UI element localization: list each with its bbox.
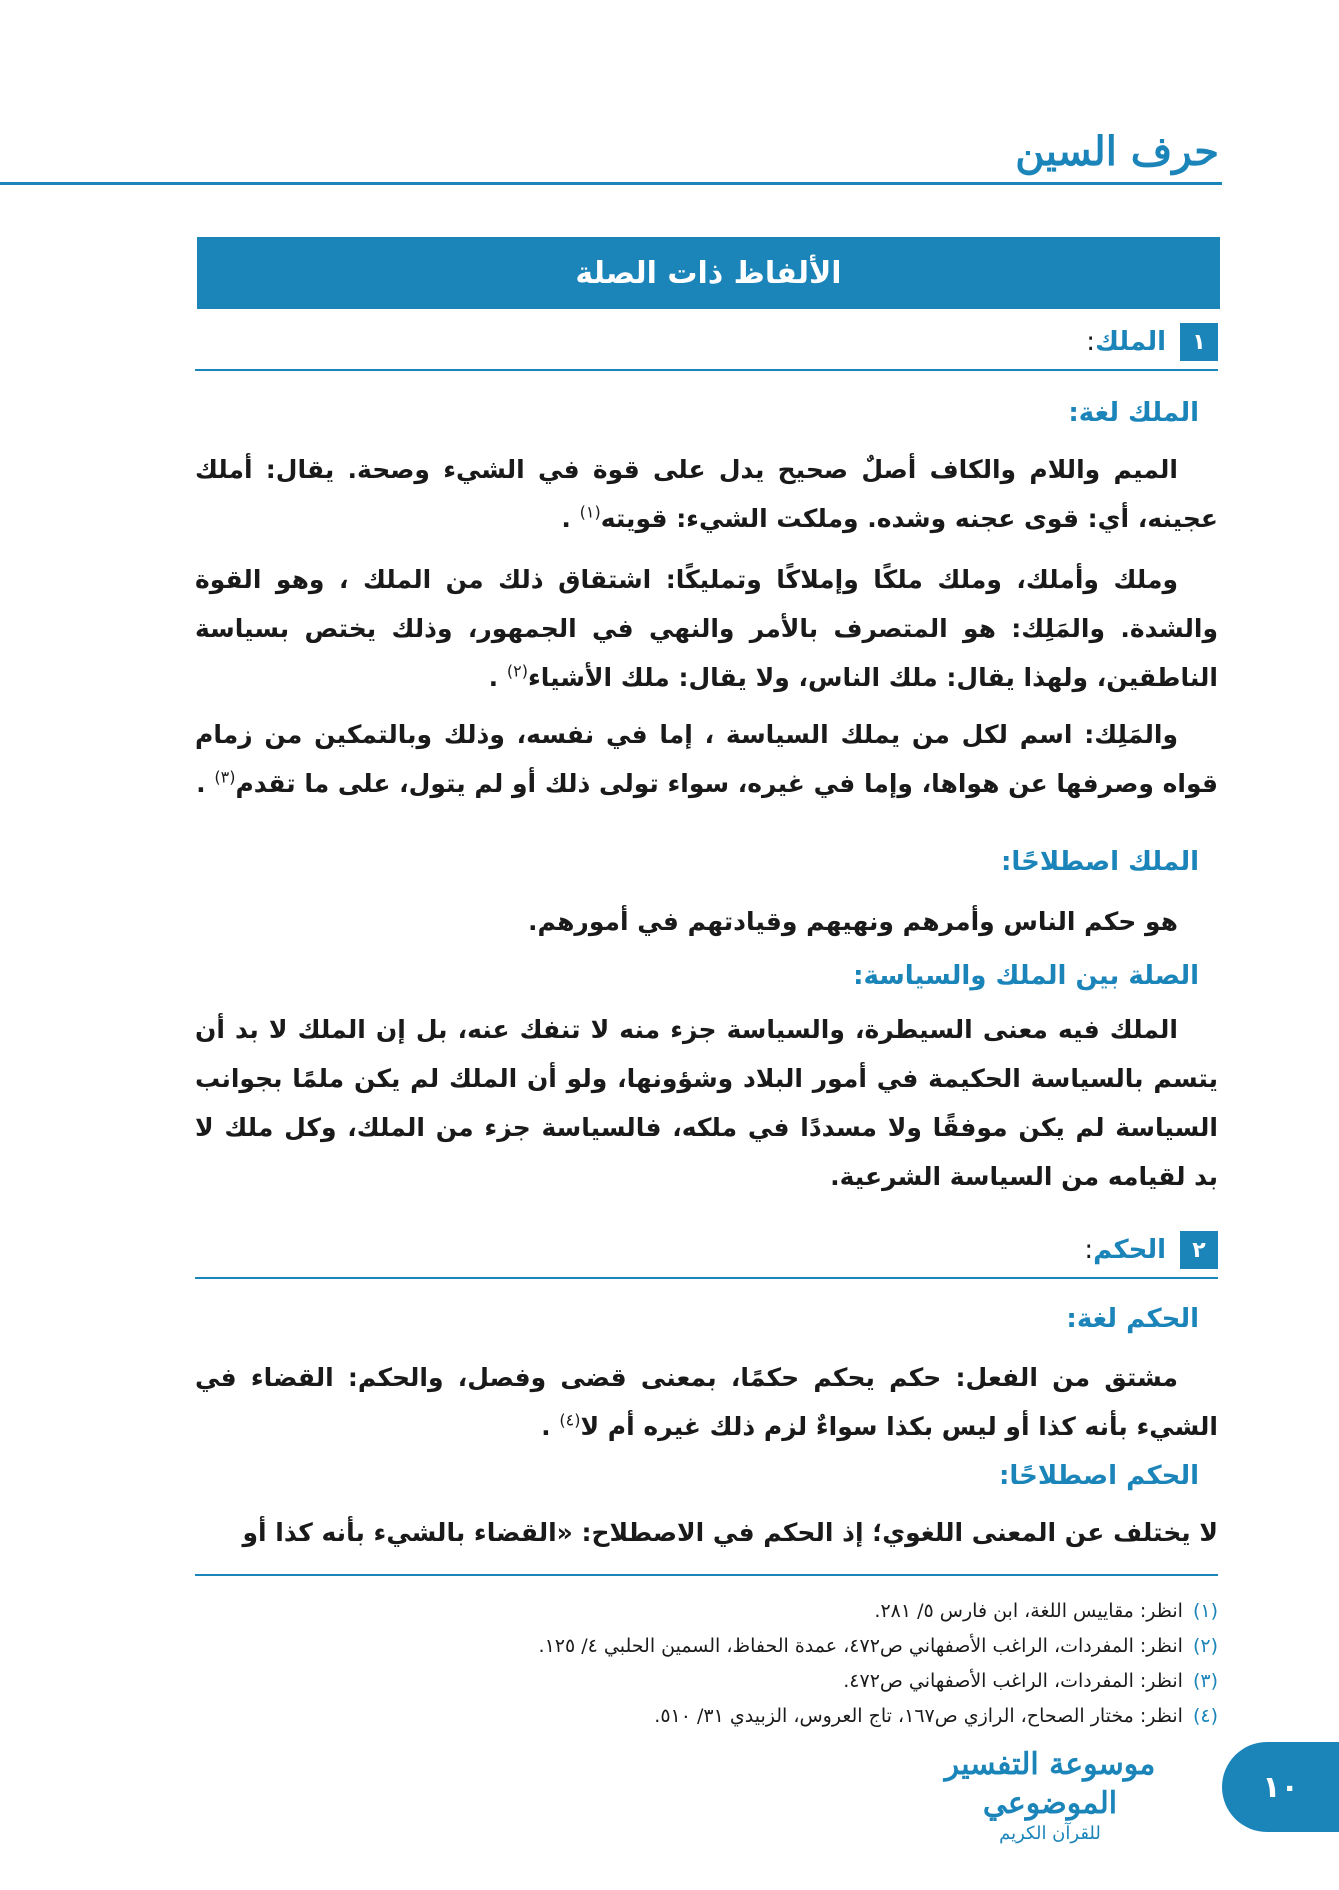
- term-heading-malik: [195, 323, 1218, 371]
- paragraph-malik-lugha-1: الميم واللام والكاف أصلٌ صحيح يدل على قوة في الشيء وصحة. يقال: أملك عجينه، أي: قوى عجنه وشده. وملكت الشيء: قويته$^{(١)}$ .: [195, 455, 1218, 533]
- term-label: الملك:: [1086, 327, 1166, 357]
- paragraph-malik-lugha-2: وملك وأملك، وملك ملكًا وإملاكًا وتمليكًا: اشتقاق ذلك من الملك ، وهو القوة والشدة. والمَلِك: هو المتصرف بالأمر والنهي في الجمهور، وذلك يختص بسياسة الناطقين، ولهذا يقال: ملك الناس، ولا يقال: ملك الأشياء$^{(٢)}$ .: [195, 565, 1218, 692]
- paragraph-hukm-lugha: مشتق من الفعل: حكم يحكم حكمًا، بمعنى قضى وفصل، والحكم: القضاء في الشيء بأنه كذا أو ليس بكذا سواءٌ لزم ذلك غيره أم لا$^{(٤)}$ .: [195, 1363, 1218, 1441]
- footnote-item: (١)انظر: مقاييس اللغة، ابن فارس ٥/ ٢٨١.: [874, 1600, 1218, 1622]
- footnote-item: (٣)انظر: المفردات، الراغب الأصفهاني ص٤٧٢.: [843, 1670, 1218, 1692]
- paragraph-hukm-istilah: لا يختلف عن المعنى اللغوي؛ إذ الحكم في الاصطلاح: «القضاء بالشيء بأنه كذا أو: [242, 1518, 1218, 1547]
- page-number-badge: ١٠: [1222, 1742, 1339, 1832]
- term-number-badge: ١: [1180, 323, 1218, 361]
- subheading-hukm-istilah: الحكم اصطلاحًا:: [999, 1461, 1199, 1491]
- footnotes-separator: [195, 1574, 1218, 1576]
- paragraph-malik-relation: الملك فيه معنى السيطرة، والسياسة جزء منه لا تنفك عنه، بل إن الملك لا بد أن يتسم بالسياسة الحكيمة في أمور البلاد وشؤونها، ولو أن الملك لم يكن ملمًا بجوانب السياسة لم يكن موفقًا ولا مسددًا في ملكه، فالسياسة جزء من الملك، وكل ملك لا بد لقيامه من السياسة الشرعية.: [195, 1015, 1218, 1191]
- footnote-ref-4[interactable]: (٤): [559, 1410, 581, 1430]
- subheading-malik-lugha: الملك لغة:: [1068, 398, 1199, 428]
- subheading-hukm-lugha: الحكم لغة:: [1066, 1304, 1199, 1334]
- term-number-badge: ٢: [1180, 1231, 1218, 1269]
- subheading-malik-istilah: الملك اصطلاحًا:: [1001, 847, 1199, 877]
- term-heading-rule: [195, 1277, 1218, 1279]
- footnote-item: (٢)انظر: المفردات، الراغب الأصفهاني ص٤٧٢، عمدة الحفاظ، السمين الحلبي ٤/ ١٢٥.: [538, 1635, 1218, 1657]
- footnote-ref-2[interactable]: (٢): [506, 661, 528, 681]
- footnote-ref-1[interactable]: (١): [579, 502, 601, 522]
- term-heading-hukm: [195, 1231, 1218, 1279]
- footnote-ref-3[interactable]: (٣): [214, 767, 236, 787]
- paragraph-malik-lugha-3: والمَلِك: اسم لكل من يملك السياسة ، إما في نفسه، وذلك وبالتمكين من زمام قواه وصرفها عن هواها، وإما في غيره، سواء تولى ذلك أو لم يتول، على ما تقدم$^{(٣)}$ .: [195, 720, 1218, 798]
- subheading-malik-relation: الصلة بين الملك والسياسة:: [853, 961, 1199, 991]
- header-rule: [0, 182, 1222, 185]
- page-header-title: حرف السين: [1015, 128, 1219, 175]
- section-title-banner: الألفاظ ذات الصلة: [197, 237, 1220, 309]
- paragraph-malik-istilah: هو حكم الناس وأمرهم ونهيهم وقيادتهم في أمورهم.: [528, 907, 1178, 936]
- term-heading-rule: [195, 369, 1218, 371]
- footnotes-list: [195, 1594, 1218, 1734]
- book-logo: موسوعة التفسير الموضوعي للقرآن الكريم: [944, 1747, 1156, 1844]
- term-label: الحكم:: [1084, 1235, 1166, 1265]
- footnote-item: (٤)انظر: مختار الصحاح، الرازي ص١٦٧، تاج العروس، الزبيدي ٣١/ ٥١٠.: [654, 1705, 1218, 1727]
